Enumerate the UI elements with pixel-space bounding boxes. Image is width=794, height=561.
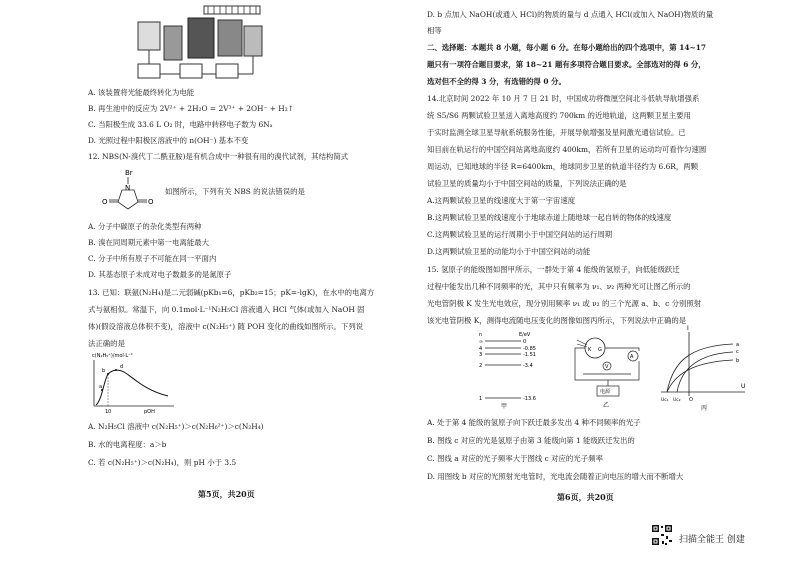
q15-line1: 15. 氢原子的能级图如图甲所示，一群处于第 4 能级的氢原子，向低能级跃迁 (427, 265, 680, 274)
level-label-3: 3 (479, 352, 483, 358)
q13-point-d: d (120, 364, 124, 370)
q11-option-a: A. 该装置将光能最终转化为电能 (88, 88, 195, 97)
iu-uc2-label: Uc₂ (673, 398, 681, 403)
q12-option-d: D. 其基态原子未成对电子数最多的是氮原子 (88, 270, 232, 279)
q14-line5: 周运动，已知地球的半径 R=6400km，地球同步卫星的轨道半径约为 6.6R，两颗 (427, 162, 699, 171)
circuit-ammeter-label: A (630, 354, 634, 360)
q15-line2: 过程中能发出几种不同频率的光，其中只有频率为 ν₁、ν₂ 两种光可让图乙所示的 (427, 282, 691, 291)
q14-option-b: B.这两颗试验卫星的线速度小于地球赤道上随地球一起自转的物体的线速度 (427, 213, 672, 222)
q13-stem-line1: 13. 已知：联氨(N₂H₄)是二元弱碱(pKb₁=6，pKb₂=15；pK=-lgK)，在水中的电离方 (88, 288, 375, 297)
nbs-o-label-right: O (148, 198, 154, 206)
section-header-line1: 二、选择题：本题共 8 小题，每小题 6 分。在每小题给出的四个选项中，第 14~17 (427, 43, 707, 52)
watermark-text: 扫描全能王 创建 (679, 535, 745, 545)
section-header-line3: 选对但不全的得 3 分，有选错的得 0 分。 (427, 77, 566, 86)
q15-line4: 该光电管阴极 K，测得电流随电压变化的图像如图丙所示，下列说法中正确的是 (427, 316, 687, 325)
q13-graph-xlabel: pOH (144, 409, 155, 415)
q12-stem-line2: 如图所示，下列有关 NBS 的说法错误的是 (165, 187, 305, 196)
circuit-voltmeter-label: V (605, 364, 609, 370)
qr-code-icon (651, 524, 673, 546)
electrolysis-apparatus-figure (118, 4, 268, 84)
circuit-g-label: G (598, 347, 602, 353)
energy-n-label: n (479, 332, 483, 338)
level-label-inf: ∞ (479, 339, 484, 345)
q13-option-c: C. 若 c(N₂H₅⁺)＞c(N₂H₄)，则 pH 小于 3.5 (88, 458, 237, 467)
q13-stem-line4: 法正确的是 (88, 339, 125, 348)
energy-level-diagram (477, 330, 557, 410)
photoelectric-circuit (565, 334, 655, 410)
q12-option-b: B. 溴在同周期元素中第一电离能最大 (88, 238, 209, 247)
q13-option-b: B. 水的电离程度：a＞b (88, 440, 167, 449)
circuit-caption: 乙 (603, 402, 610, 409)
level-value-inf: 0 (523, 339, 527, 345)
q12-option-c: C. 分子中所有原子不可能在同一平面内 (88, 254, 217, 263)
q14-line1: 14.北京时间 2022 年 10 月 7 日 21 时，中国成功将微厘空间北斗低轨导航增强系 (427, 94, 700, 103)
q14-line6: 试验卫星的质量均小于中国空间站的质量，下列说法正确的是 (427, 179, 627, 188)
iu-u-label: U (741, 383, 746, 390)
q14-line2: 统 S5/S6 两颗试验卫星送入离地高度约 700km 的近地轨道，这两颗卫星主要用 (427, 111, 691, 120)
iu-i-label: I (687, 325, 689, 332)
nbs-structure-figure (100, 168, 160, 212)
q13-point-a: a (99, 384, 103, 390)
nbs-n-label: N (125, 184, 131, 192)
right-page-number: 第6页，共20页 (557, 492, 614, 502)
curve-b-label: b (736, 358, 740, 364)
q11-option-c: C. 当阳极生成 33.6 L O₂ 时，电路中转移电子数为 6Nₐ (88, 120, 273, 129)
iu-uc1-label: Uc₁ (661, 398, 669, 403)
iu-caption: 丙 (701, 405, 708, 412)
nbs-o-label-left: O (102, 198, 108, 206)
circuit-k-label: K (588, 347, 592, 353)
curve-c-label: c (736, 349, 739, 355)
q15-option-b: B. 图线 c 对应的光是氢原子由第 3 能级向第 1 能级跃迁发出的 (427, 436, 635, 445)
q15-option-c: C. 图线 a 对应的光子频率大于图线 c 对应的光子频率 (427, 454, 603, 463)
q13-option-d-line2: 相等 (427, 26, 442, 35)
section-header-line2: 题只有一项符合题目要求，第 18~21 题有多项符合题目要求。全部选对的得 6 分， (427, 60, 706, 69)
left-page-number: 第5页，共20页 (198, 489, 255, 499)
q15-option-d: D. 用图线 b 对应的光照射光电管时，光电流会随着正向电压的增大而不断增大 (427, 472, 684, 481)
q12-stem-line1: 12. NBS(N-溴代丁二酰亚胺)是有机合成中一种很有用的溴代试剂，其结构简式 (88, 152, 349, 161)
energy-caption: 甲 (501, 403, 508, 410)
q14-option-a: A.这两颗试验卫星的线速度大于第一宇宙速度 (427, 196, 576, 205)
level-value-3: -1.51 (523, 352, 536, 358)
q12-option-a: A. 分子中碳原子的杂化类型有两种 (88, 222, 202, 231)
q13-stem-line3: 体)(假设溶液总体积不变)，溶液中 c(N₂H₅⁺) 随 POH 变化的曲线如图所示。下列说 (88, 322, 364, 331)
q11-option-b: B. 再生池中的反应为 2V²⁺ + 2H₂O = 2V³⁺ + 2OH⁻ + H₂↑ (88, 104, 294, 113)
level-value-1: -13.6 (523, 396, 536, 402)
level-value-2: -3.4 (523, 363, 533, 369)
energy-e-label: E/eV (519, 332, 531, 338)
q11-option-d: D. 光照过程中阳极区溶液中的 n(OH⁻) 基本不变 (88, 136, 249, 145)
level-label-1: 1 (479, 396, 483, 402)
q14-line3: 于实时监测全球卫星导航系统服务性能，开展导航增强及星间激光通信试验。已 (427, 128, 686, 137)
nbs-br-label: Br (125, 169, 133, 177)
q15-option-a: A. 处于第 4 能级的氢原子向下跃迁最多发出 4 种不同频率的光子 (427, 418, 641, 427)
right-page (397, 0, 794, 561)
q14-option-d: D.这两颗试验卫星的动能均小于中国空间站的动能 (427, 247, 591, 256)
q14-option-c: C.这两颗试验卫星的运行周期小于中国空间站的运行周期 (427, 230, 613, 239)
circuit-power-label: 电源 (600, 389, 611, 395)
q13-graph (88, 350, 198, 416)
q13-option-d-line1: D. b 点加入 NaOH(或通入 HCl)的物质的量与 d 点通入 HCl(或加入 NaOH)物质的量 (427, 10, 714, 19)
q15-line3: 光电管阴极 K 发生光电效应，现分别用频率 ν₁ 或 ν₂ 的三个光源 a、b、c 分别照射 (427, 299, 702, 308)
q13-graph-xtick: 10 (105, 409, 112, 415)
level-label-4: 4 (479, 346, 483, 352)
q13-option-a: A. N₂H₅Cl 溶液中 c(N₂H₅⁺)＞c(N₂H₆²⁺)＞c(N₂H₄) (88, 422, 264, 431)
iu-graph (659, 322, 749, 412)
level-label-2: 2 (479, 363, 483, 369)
q13-stem-line2: 式与氨相似。常温下，向 0.1mol·L⁻¹N₂H₅Cl 溶液通入 HCl 气体(或加入 NaOH 固 (88, 305, 365, 314)
q13-point-b: b (102, 368, 106, 374)
iu-origin-label: O (689, 397, 693, 403)
curve-a-label: a (736, 342, 740, 348)
level-value-4: -0.85 (523, 346, 536, 352)
q13-graph-ylabel: c(N₂H₅⁺)/mol·L⁻¹ (92, 353, 133, 359)
q14-line4: 知目前在轨运行的中国空间站离地高度约 400km，若所有卫星的运动均可看作匀速圆 (427, 145, 707, 154)
